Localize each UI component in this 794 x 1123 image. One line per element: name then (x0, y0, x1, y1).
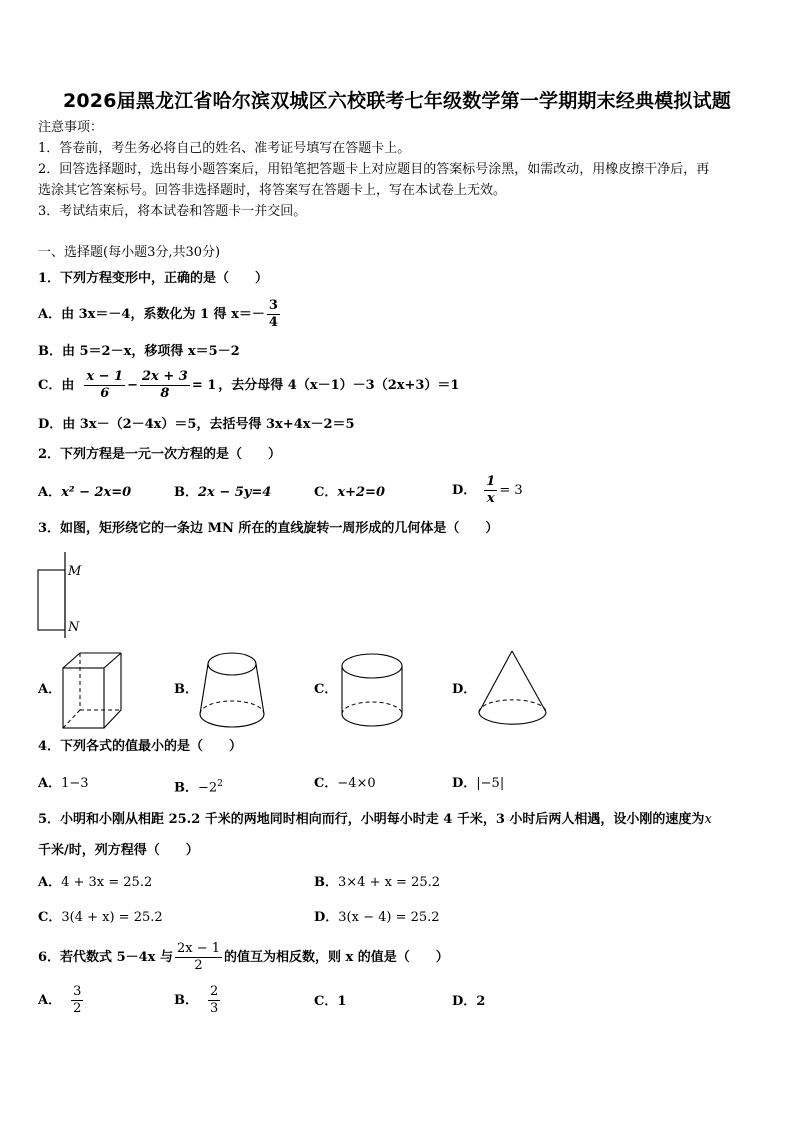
q2-b-label: B． (174, 485, 198, 500)
q2-option-c (314, 484, 385, 502)
q6-b-num: 2 (210, 984, 219, 999)
q4-c-expr: −4×0 (337, 776, 376, 791)
q6-option-d: D．2 (452, 994, 486, 1009)
q5-a-expr: 4 + 3x = 25.2 (61, 875, 153, 890)
label-n: N (68, 620, 80, 635)
q1-a-den: 4 (268, 315, 278, 330)
q2-stem: 2．下列方程是一元一次方程的是（ ） (38, 447, 282, 462)
q6-a-den: 2 (73, 1001, 82, 1016)
q4-d-expr: |−5| (476, 776, 505, 791)
q6-stem (38, 941, 449, 974)
q6-option-a (38, 984, 85, 1017)
frustum-figure (196, 650, 270, 732)
q4-b-expr: −2 (198, 780, 218, 796)
q1-c-f1-den: 6 (100, 386, 110, 401)
q6-option-b (174, 984, 222, 1017)
q2-b-expr: 2x − 5y=4 (198, 485, 272, 500)
q3-option-b-label: B． (174, 682, 198, 697)
q4-d-label: D． (452, 776, 477, 791)
q6-b-den: 3 (210, 1001, 219, 1016)
q2-option-b (174, 484, 271, 502)
q4-option-b (174, 775, 223, 797)
q5-b-expr: 3×4 + x = 25.2 (338, 875, 441, 890)
q5-stem-text: 5．小明和小刚从相距 25.2 千米的两地同时相向而行，小明每小时走 4 千米，3 小时后两人相遇，设小刚的速度为 (38, 812, 705, 827)
q4-a-label: A． (38, 776, 62, 791)
q6-stem-pre: 6．若代数式 5－4x 与 (38, 949, 173, 965)
q6-option-c: C．1 (314, 994, 347, 1009)
q2-a-label: A． (38, 485, 62, 500)
q1-c-minus: − (127, 377, 139, 393)
q3-option-a-label: A． (38, 682, 62, 697)
rectangle-figure (34, 550, 94, 640)
q2-d-num: 1 (486, 474, 496, 489)
q4-option-c (314, 775, 376, 793)
q2-a-expr: x² − 2x=0 (61, 485, 132, 500)
q6-a-num: 3 (73, 984, 82, 999)
section-heading: 一、选择题(每小题3分,共30分) (38, 245, 221, 260)
q1-c-fraction-1 (84, 369, 125, 402)
q5-stem-line-1 (38, 811, 712, 829)
notice-item-1: 1．答卷前，考生务必将自己的姓名、准考证号填写在答题卡上。 (38, 141, 411, 156)
q5-b-label: B． (314, 875, 338, 890)
q5-stem-line-2: 千米/时，列方程得（ ） (38, 843, 199, 858)
q1-option-c (38, 369, 459, 402)
cone-figure (474, 648, 552, 730)
q1-c-fraction-2 (140, 369, 190, 402)
q5-c-label: C． (38, 910, 62, 925)
q2-d-fraction (484, 474, 497, 507)
q4-stem: 4．下列各式的值最小的是（ ） (38, 739, 243, 754)
notice-item-3: 3．考试结束后，将本试卷和答题卡一并交回。 (38, 204, 307, 219)
q2-d-label: D． (452, 482, 477, 498)
q3-option-c-label: C． (314, 682, 338, 697)
q1-c-post: ，去分母得 4（x－1）－3（2x+3）＝1 (218, 377, 460, 393)
cylinder-figure (336, 650, 410, 732)
cuboid-figure (58, 650, 128, 732)
q3-stem: 3．如图，矩形绕它的一条边 MN 所在的直线旋转一周形成的几何体是（ ） (38, 521, 499, 536)
q2-option-a (38, 484, 131, 502)
q2-d-den: x (486, 491, 495, 506)
notice-item-2-cont: 选涂其它答案标号。回答非选择题时，将答案写在答题卡上，写在本试卷上无效。 (38, 183, 507, 198)
q4-b-label: B． (174, 780, 198, 796)
q2-c-label: C． (314, 485, 338, 500)
q6-f-num: 2x − 1 (176, 941, 220, 956)
q1-option-a (38, 298, 282, 331)
label-m: M (68, 564, 82, 579)
q2-option-d (452, 474, 523, 507)
q4-a-expr: 1−3 (61, 776, 89, 791)
q4-option-d (452, 775, 504, 793)
q1-c-label: C．由 (38, 377, 75, 393)
q5-option-d (314, 909, 440, 927)
q2-d-post: = 3 (499, 482, 523, 498)
q5-d-label: D． (314, 910, 339, 925)
q5-option-c (38, 909, 163, 927)
q1-stem: 1．下列方程变形中，正确的是（ ） (38, 271, 269, 286)
q1-c-f2-den: 8 (160, 386, 170, 401)
q4-b-exponent: 2 (217, 779, 223, 789)
notice-heading: 注意事项： (38, 120, 104, 135)
q1-a-fraction (267, 298, 280, 331)
q2-c-expr: x+2=0 (337, 485, 385, 500)
rectangle-shape (38, 570, 65, 630)
q4-c-label: C． (314, 776, 338, 791)
q5-a-label: A． (38, 875, 62, 890)
page-title: 2026届黑龙江省哈尔滨双城区六校联考七年级数学第一学期期末经典模拟试题 (62, 90, 732, 112)
q4-option-a (38, 775, 89, 793)
q1-c-f2-num: 2x + 3 (142, 369, 188, 384)
q5-d-expr: 3(x − 4) = 25.2 (338, 910, 440, 925)
q1-a-num: 3 (268, 298, 278, 313)
q3-option-d-label: D． (452, 682, 477, 697)
q6-b-fraction (208, 984, 220, 1017)
q1-c-f1-num: x − 1 (86, 369, 124, 384)
q1-option-b: B．由 5＝2－x，移项得 x＝5－2 (38, 344, 240, 359)
q6-a-fraction (71, 984, 83, 1017)
q1-option-d: D．由 3x－（2－4x）＝5，去括号得 3x+4x－2＝5 (38, 417, 355, 432)
q1-c-equals: = 1 (191, 377, 217, 393)
notice-item-2: 2．回答选择题时，选出每小题答案后，用铅笔把答题卡上对应题目的答案标号涂黑，如需改动，用橡皮擦干净后，再 (38, 162, 710, 177)
q6-fraction (175, 941, 222, 974)
q6-stem-post: 的值互为相反数，则 x 的值是（ ） (223, 949, 449, 965)
q6-b-label: B． (174, 992, 198, 1008)
q5-c-expr: 3(4 + x) = 25.2 (61, 910, 163, 925)
q6-f-den: 2 (194, 958, 203, 973)
q5-option-b (314, 874, 440, 892)
q5-option-a (38, 874, 152, 892)
q5-stem-var: x (704, 812, 712, 827)
q1-a-text: A．由 3x＝－4，系数化为 1 得 x＝－ (38, 306, 265, 322)
q6-a-label: A． (38, 992, 62, 1008)
